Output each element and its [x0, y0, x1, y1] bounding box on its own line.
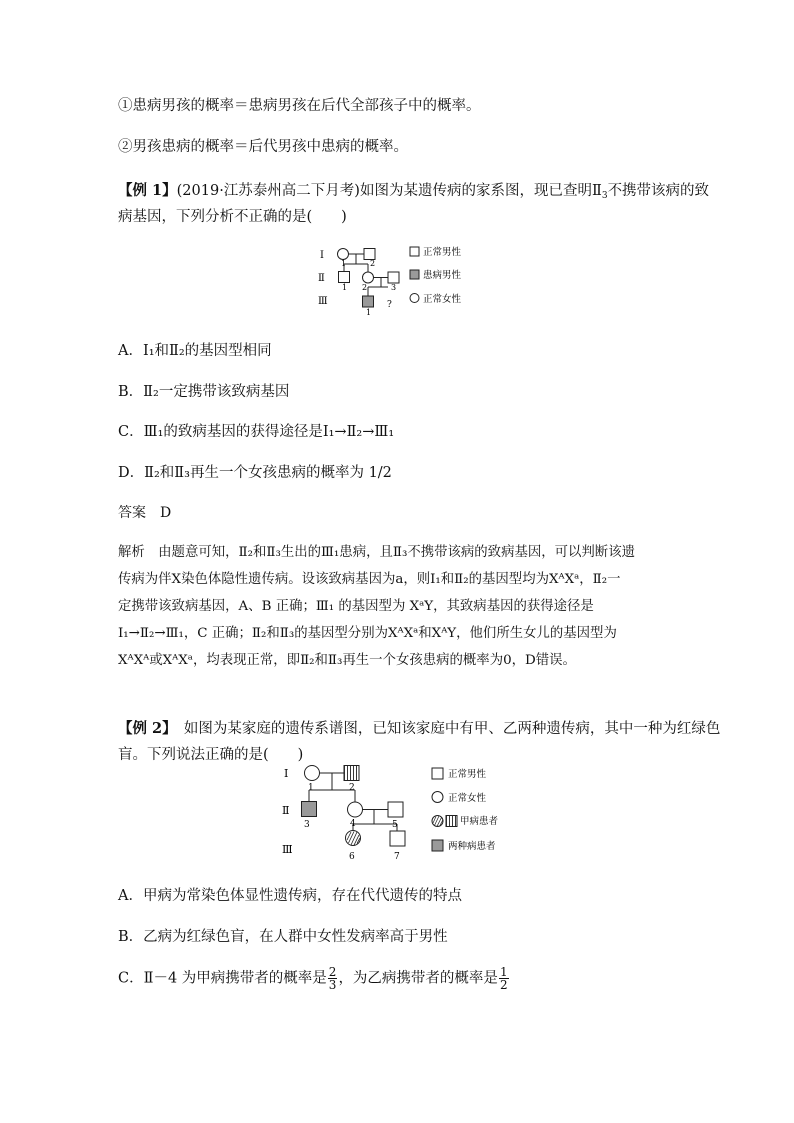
- iii1-affected-male: [363, 296, 374, 307]
- label-6: 6: [349, 852, 355, 862]
- legend-both-icon: [432, 840, 443, 851]
- label-ii1: 1: [342, 283, 348, 292]
- example1-stem-line1: 【例 1】(2019·江苏泰州高二下月考)如图为某遗传病的家系图，现已查明$Ⅱ_3$不携带该病的致: [118, 182, 710, 201]
- legend-normal-female-icon: [410, 294, 419, 303]
- example2-tag: 【例 2】: [118, 720, 177, 737]
- legend-jia-male-icon: [446, 816, 457, 827]
- example1-tag: 【例 1】: [118, 182, 177, 199]
- example2-stem-line1: 【例 2】 如图为某家庭的遗传系谱图，已知该家庭中有甲、乙两种遗传病，其中一种为红绿色: [118, 720, 721, 737]
- legend-normal-male: 正常男性: [423, 247, 462, 258]
- gen-label-i: Ⅰ: [320, 250, 324, 261]
- legend-normal-male: 正常男性: [448, 769, 487, 780]
- answer-value: D: [160, 505, 172, 521]
- analysis-line-4: Ⅰ₁→Ⅱ₂→Ⅲ₁，C 正确；Ⅱ₂和Ⅱ₃的基因型分别为XᴬXᵃ和XᴬY，他们所生女儿的基因型为: [118, 626, 617, 641]
- ii4-normal-female: [348, 802, 363, 817]
- label-4: 4: [350, 819, 356, 829]
- legend-affected-male: 患病男性: [423, 270, 462, 281]
- label-7: 7: [394, 852, 400, 862]
- example2-stem-line2: 盲。下列说法正确的是( ): [118, 747, 304, 763]
- example1-option-d: D．Ⅱ₂和Ⅱ₃再生一个女孩患病的概率为 1/2: [118, 465, 392, 481]
- example1-option-b: B．Ⅱ₂一定携带该致病基因: [118, 384, 290, 400]
- i2-normal-male: [364, 249, 375, 260]
- ii3-normal-male: [388, 272, 399, 283]
- legend-normal-female-icon: [432, 792, 443, 803]
- ii1-normal-male: [339, 272, 350, 283]
- analysis-line-3: 定携带该致病基因，A、B 正确；Ⅲ₁ 的基因型为 XᵃY，其致病基因的获得途径是: [118, 599, 594, 614]
- iii7-normal-male: [390, 831, 405, 846]
- note-2: ②男孩患病的概率＝后代男孩中患病的概率。: [118, 139, 408, 155]
- legend-both: 两种病患者: [448, 841, 496, 852]
- label-1: 1: [308, 783, 314, 793]
- ii5-normal-male: [388, 802, 403, 817]
- label-i1: 1: [341, 259, 347, 268]
- legend-jia: 甲病患者: [460, 816, 499, 827]
- label-iii1: 1: [366, 308, 372, 317]
- i2-jia-male: [344, 766, 359, 781]
- ii2-normal-female: [363, 272, 374, 283]
- analysis-line-5: XᴬXᴬ或XᴬXᵃ，均表现正常，即Ⅱ₂和Ⅱ₃再生一个女孩患病的概率为0，D错误。: [118, 653, 576, 668]
- gen-label-iii: Ⅲ: [282, 843, 293, 856]
- example2-option-b: B．乙病为红绿色盲，在人群中女性发病率高于男性: [118, 929, 448, 945]
- note-1: ①患病男孩的概率＝患病男孩在后代全部孩子中的概率。: [118, 98, 481, 114]
- example2-option-c: C．Ⅱ－4 为甲病携带者的概率是 $\frac{2}{3}$ ，为乙病携带者的概率是 $\frac{1}{2}$: [118, 965, 508, 992]
- label-unknown: ?: [387, 300, 392, 310]
- fraction-two-thirds: $\frac{2}{3}$: [328, 965, 337, 992]
- gen-label-iii: Ⅲ: [318, 296, 328, 307]
- gen-label-i: Ⅰ: [284, 767, 289, 780]
- label-3: 3: [304, 820, 310, 830]
- gen-label-ii: Ⅱ: [318, 273, 325, 284]
- label-i2: 2: [370, 259, 376, 268]
- legend-normal-male-icon: [410, 247, 419, 256]
- analysis-line-1: 解析 由题意可知，Ⅱ₂和Ⅱ₃生出的Ⅲ₁患病，且Ⅱ₃不携带该病的致病基因，可以判断该遗: [118, 545, 635, 560]
- ii3-both-male: [302, 802, 317, 817]
- legend-normal-female: 正常女性: [448, 793, 487, 804]
- label-2: 2: [349, 783, 355, 793]
- label-ii3: 3: [391, 283, 397, 292]
- legend-normal-female: 正常女性: [423, 294, 462, 305]
- label-ii2: 2: [362, 283, 368, 292]
- example1-analysis: [118, 539, 678, 674]
- example2-option-a: A．甲病为常染色体显性遗传病，存在代代遗传的特点: [118, 888, 462, 904]
- legend-normal-male-icon: [432, 768, 443, 779]
- example1-option-a: A．Ⅰ₁和Ⅱ₂的基因型相同: [118, 343, 272, 359]
- example1-answer: 答案 D: [118, 505, 172, 521]
- label-5: 5: [392, 820, 398, 830]
- example1-stem-line2: 病基因，下列分析不正确的是( ): [118, 209, 347, 225]
- analysis-line-2: 传病为伴X染色体隐性遗传病。设该致病基因为a，则Ⅰ₁和Ⅱ₂的基因型均为XᴬXᵃ，Ⅱ₂一: [118, 572, 621, 587]
- pedigree-figure-1: [318, 240, 478, 318]
- fraction-one-half: $\frac{1}{2}$: [499, 965, 508, 992]
- pedigree-figure-2: [280, 760, 540, 868]
- i1-normal-female: [338, 249, 349, 260]
- example1-option-c: C．Ⅲ₁的致病基因的获得途径是Ⅰ₁→Ⅱ₂→Ⅲ₁: [118, 424, 395, 440]
- legend-affected-male-icon: [410, 270, 419, 279]
- i1-normal-female: [305, 766, 320, 781]
- gen-label-ii: Ⅱ: [282, 804, 290, 817]
